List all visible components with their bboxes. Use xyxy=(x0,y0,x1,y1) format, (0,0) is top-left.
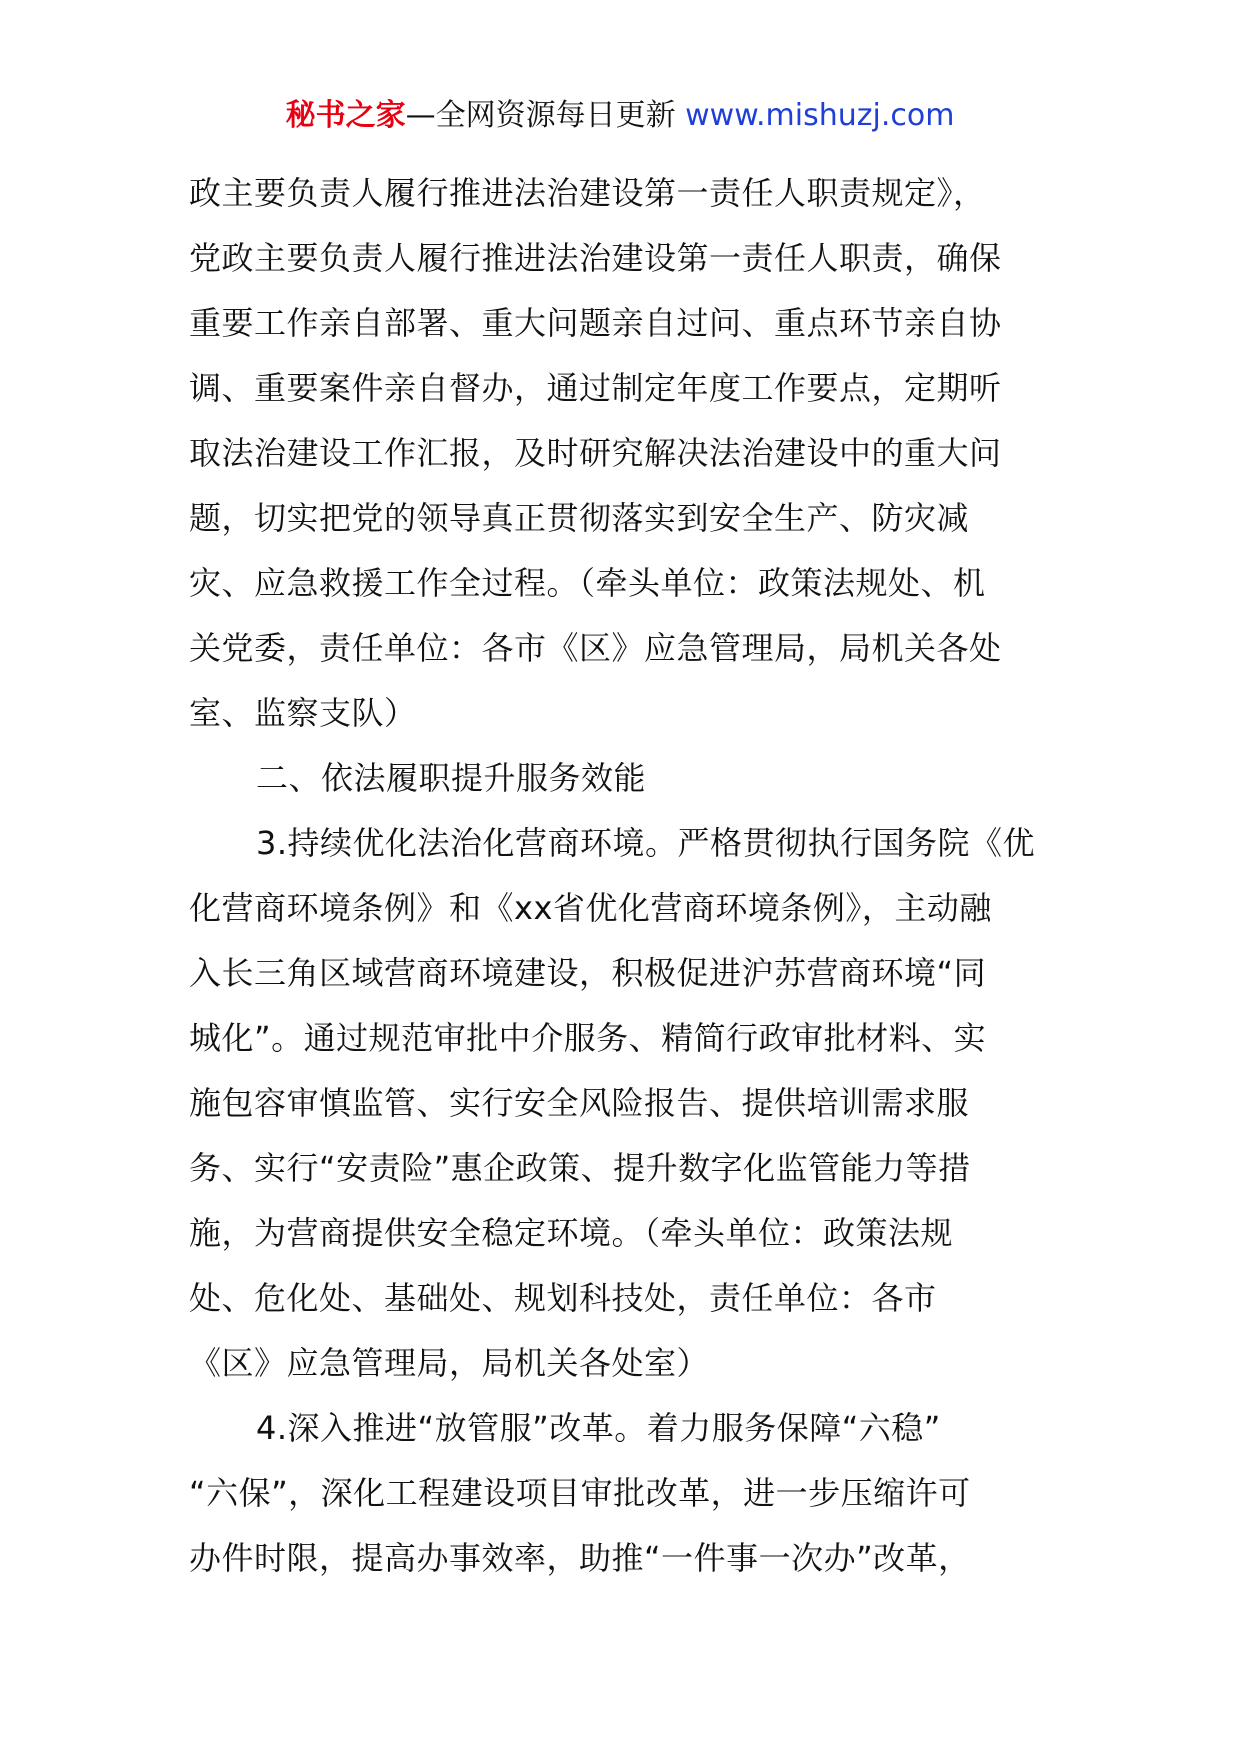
text-line: 化营商环境条例》和《xx省优化营商环境条例》，主动融 xyxy=(189,889,992,927)
text-line: 灾、应急救援工作全过程。（牵头单位：政策法规处、机 xyxy=(189,564,986,602)
text-line: 务、实行“安责险”惠企政策、提升数字化监管能力等措 xyxy=(189,1149,971,1187)
text-line: 调、重要案件亲自督办，通过制定年度工作要点，定期听 xyxy=(189,369,1002,407)
text-line: “六保”，深化工程建设项目审批改革，进一步压缩许可 xyxy=(189,1474,971,1512)
text-line: 办件时限，提高办事效率，助推“一件事一次办”改革， xyxy=(189,1539,971,1577)
site-brand: 秘书之家 xyxy=(285,98,406,133)
text-line: 《区》应急管理局，局机关各处室） xyxy=(189,1344,710,1382)
text-line: 题，切实把党的领导真正贯彻落实到安全生产、防灾减 xyxy=(189,499,970,537)
text-line: 入长三角区域营商环境建设，积极促进沪苏营商环境“同 xyxy=(189,954,987,992)
text-line: 室、监察支队） xyxy=(189,694,417,732)
site-banner xyxy=(0,96,1240,136)
document-body xyxy=(189,161,1055,1591)
text-line: 党政主要负责人履行推进法治建设第一责任人职责，确保 xyxy=(189,239,1002,277)
text-line: 施，为营商提供安全稳定环境。（牵头单位：政策法规 xyxy=(189,1214,954,1252)
text-line: 3.持续优化法治化营商环境。严格贯彻执行国务院《优 xyxy=(256,824,1036,862)
text-line: 政主要负责人履行推进法治建设第一责任人职责规定》， xyxy=(189,174,986,212)
text-line: 关党委，责任单位：各市《区》应急管理局，局机关各处 xyxy=(189,629,1002,667)
site-url-link[interactable]: www.mishuzj.com xyxy=(685,98,955,133)
text-line: 处、危化处、基础处、规划科技处，责任单位：各市 xyxy=(189,1279,937,1317)
text-line: 城化”。通过规范审批中介服务、精简行政审批材料、实 xyxy=(189,1019,987,1057)
text-line: 4.深入推进“放管服”改革。着力服务保障“六稳” xyxy=(256,1409,941,1447)
text-line: 重要工作亲自部署、重大问题亲自过问、重点环节亲自协 xyxy=(189,304,1002,342)
text-line: 施包容审慎监管、实行安全风险报告、提供培训需求服 xyxy=(189,1084,970,1122)
text-line: 取法治建设工作汇报，及时研究解决法治建设中的重大问 xyxy=(189,434,1002,472)
site-tagline: —全网资源每日更新 xyxy=(405,98,686,133)
text-line: 二、依法履职提升服务效能 xyxy=(256,759,647,797)
